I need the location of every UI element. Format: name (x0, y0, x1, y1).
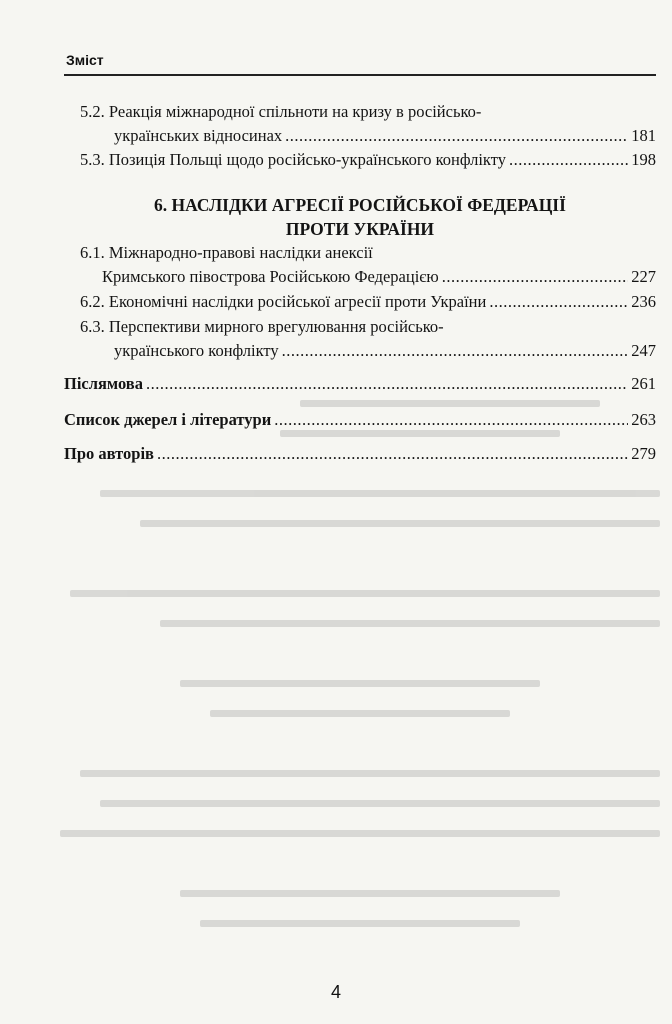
toc-page-number: 261 (631, 374, 656, 393)
toc-page-number: 181 (631, 126, 656, 145)
toc-title-continued: Кримського півострова Російською Федерацією (102, 267, 439, 286)
section-heading-line: 6. НАСЛІДКИ АГРЕСІЇ РОСІЙСЬКОЇ ФЕДЕРАЦІЇ (154, 195, 566, 215)
toc-title: Міжнародно-правові наслідки анексії (108, 243, 373, 262)
page-number: 4 (330, 982, 341, 1002)
toc-number: 5.3. (80, 150, 105, 169)
toc-title: Про авторів (64, 444, 154, 463)
running-header: Зміст (66, 52, 104, 68)
toc-page-number: 247 (631, 341, 656, 360)
toc-title: Реакція міжнародної спільноти на кризу в російсько- (108, 102, 482, 121)
toc-page-number: 236 (631, 292, 656, 311)
toc-entry-authors[interactable] (64, 442, 656, 466)
toc-entry-line (64, 372, 656, 396)
toc-entry-line (80, 241, 656, 265)
bleed-through-texture (40, 390, 660, 990)
toc-entry-line (80, 148, 656, 172)
toc-page-number: 263 (631, 410, 656, 429)
toc-entry-line (80, 265, 656, 289)
toc-entry-line (64, 408, 656, 432)
toc-entry-line (80, 100, 656, 124)
section-heading-line: ПРОТИ УКРАЇНИ (285, 219, 435, 239)
toc-title: Позиція Польщі щодо російсько-українського конфлікту (108, 150, 506, 169)
toc-entry-5-3[interactable] (80, 148, 656, 172)
toc-entry-line (64, 442, 656, 466)
leader-dots (282, 339, 629, 363)
toc-entry-line (80, 339, 656, 363)
leader-dots (146, 372, 628, 396)
toc-title: Післямова (64, 374, 143, 393)
header-rule (64, 74, 656, 76)
toc-entry-6-2[interactable] (80, 290, 656, 314)
section-heading (120, 193, 600, 241)
toc-number: 6.2. (80, 292, 105, 311)
toc-number: 5.2. (80, 102, 105, 121)
toc-entry-line (80, 290, 656, 314)
toc-entry-afterword[interactable] (64, 372, 656, 396)
toc-page-number: 227 (631, 267, 656, 286)
toc-page-number: 198 (631, 150, 656, 169)
leader-dots (509, 148, 628, 172)
toc-entry-sources[interactable] (64, 408, 656, 432)
leader-dots (285, 124, 628, 148)
leader-dots (274, 408, 628, 432)
toc-title-continued: українських відносинах (114, 126, 283, 145)
leader-dots (489, 290, 628, 314)
toc-entry-6-3[interactable] (80, 315, 656, 363)
toc-entry-line (80, 315, 656, 339)
toc-entry-6-1[interactable] (80, 241, 656, 289)
toc-number: 6.1. (80, 243, 105, 262)
leader-dots (442, 265, 629, 289)
toc-entry-line (80, 124, 656, 148)
toc-entry-5-2[interactable] (80, 100, 656, 148)
toc-title: Економічні наслідки російської агресії проти України (108, 292, 487, 311)
leader-dots (157, 442, 628, 466)
toc-title: Перспективи мирного врегулювання російсько- (108, 317, 444, 336)
toc-title: Список джерел і літератури (64, 410, 272, 429)
toc-page-number: 279 (631, 444, 656, 463)
toc-title-continued: українського конфлікту (114, 341, 279, 360)
toc-number: 6.3. (80, 317, 105, 336)
